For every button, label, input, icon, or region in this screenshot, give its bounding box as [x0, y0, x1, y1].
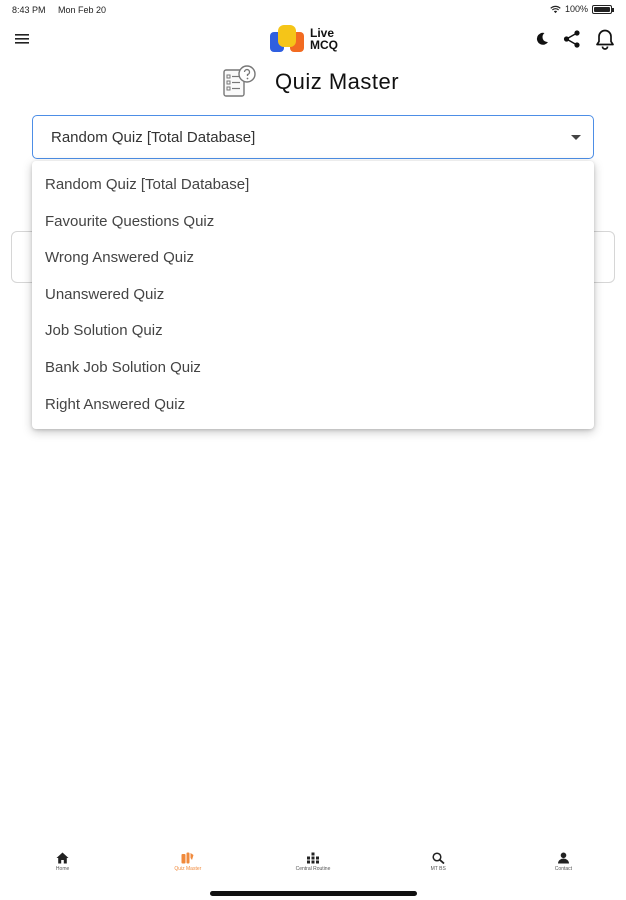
nav-label-mt-bs: MT BS [430, 866, 446, 872]
status-bar [0, 0, 626, 20]
logo-line-1: Live [310, 26, 335, 40]
quiz-option-job-solution[interactable]: Job Solution Quiz [45, 322, 163, 340]
quiz-type-dropdown[interactable] [32, 115, 594, 159]
search-icon [432, 852, 445, 864]
battery-percent: 100% [564, 4, 588, 14]
share-icon[interactable] [562, 29, 582, 49]
status-time: 8:43 PM [12, 5, 46, 15]
page-title-row [0, 62, 626, 102]
nav-label-quiz-master: Quiz Master [174, 866, 202, 872]
routine-icon [306, 852, 320, 864]
app-logo [268, 24, 338, 54]
home-icon [56, 852, 69, 864]
nav-label-home: Home [55, 866, 70, 872]
contact-icon [557, 852, 570, 864]
status-date: Mon Feb 20 [58, 5, 107, 15]
nav-item-mt-bs[interactable] [376, 848, 501, 888]
quiz-option-wrong-answered[interactable]: Wrong Answered Quiz [45, 249, 194, 267]
quiz-master-icon [181, 852, 194, 864]
battery-icon [592, 5, 612, 14]
app-header [0, 22, 626, 58]
bell-icon[interactable] [594, 28, 616, 50]
quiz-type-menu [32, 161, 594, 429]
logo-mark-icon [268, 24, 306, 54]
logo-line-2: MCQ [310, 38, 338, 52]
moon-icon[interactable] [534, 31, 550, 47]
nav-label-central-routine: Central Routine [295, 866, 331, 872]
quiz-type-selected: Random Quiz [Total Database] [51, 129, 256, 146]
quiz-option-random[interactable]: Random Quiz [Total Database] [45, 176, 250, 193]
logo-text [310, 27, 338, 51]
quiz-option-bank-job-solution[interactable]: Bank Job Solution Quiz [45, 358, 201, 376]
header-actions [534, 28, 616, 50]
home-indicator [210, 891, 417, 896]
quiz-option-favourite[interactable]: Favourite Questions Quiz [45, 212, 215, 230]
status-right [550, 4, 612, 14]
nav-label-contact: Contact [554, 866, 573, 872]
page-title: Quiz Master [275, 69, 400, 94]
wifi-icon [550, 5, 561, 14]
quiz-option-unanswered[interactable]: Unanswered Quiz [45, 285, 165, 303]
nav-item-central-routine[interactable] [250, 848, 375, 888]
quiz-checklist-icon [222, 64, 258, 98]
bottom-nav [0, 848, 626, 888]
nav-item-home[interactable] [0, 848, 125, 888]
nav-item-contact[interactable] [501, 848, 626, 888]
dropdown-arrow-icon [571, 135, 581, 140]
quiz-option-right-answered[interactable]: Right Answered Quiz [45, 395, 186, 413]
menu-icon[interactable] [14, 32, 30, 45]
nav-item-quiz-master[interactable] [125, 848, 250, 888]
